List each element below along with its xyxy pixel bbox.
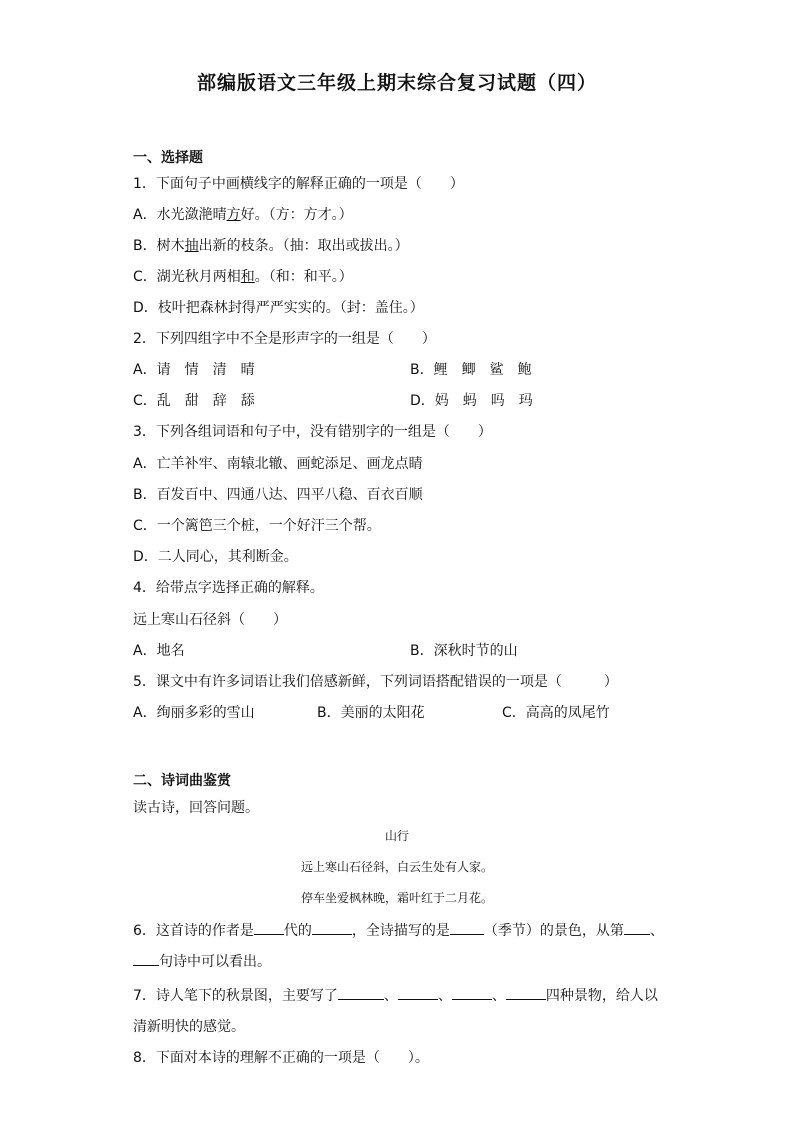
q2-option-d: D．妈 蚂 吗 玛 (410, 393, 533, 409)
q7-blank-2[interactable] (398, 987, 438, 1000)
poem-intro: 读古诗，回答问题。 (133, 800, 259, 816)
q2-option-c: C．乱 甜 辞 舔 (133, 393, 255, 409)
poem-line-2: 停车坐爱枫林晚，霜叶红于二月花。 (300, 891, 493, 905)
q6-blank-author[interactable] (254, 922, 284, 935)
q1-option-d: D．枝叶把森林封得严严实实的。（封：盖住。） (133, 300, 424, 316)
q7-line-2: 清新明快的感觉。 (133, 1019, 245, 1035)
q6-blank-line-a[interactable] (624, 922, 650, 935)
section-heading-poetry: 二、诗词曲鉴赏 (133, 773, 231, 789)
q4-stem: 4．给带点字选择正确的解释。 (133, 580, 324, 596)
q3-stem: 3．下列各组词语和句子中，没有错别字的一组是（ ） (133, 424, 492, 440)
q1-stem: 1．下面句子中画横线字的解释正确的一项是（ ） (133, 176, 464, 192)
q1-option-a: A．水光潋滟晴方好。（方：方才。） (133, 207, 353, 223)
q3-option-b: B．百发百中、四通八达、四平八稳、百衣百顺 (133, 487, 423, 503)
poem-title: 山行 (384, 829, 409, 843)
q1-option-b: B．树木抽出新的枝条。（抽：取出或拔出。） (133, 238, 409, 254)
q7-line-1: 7．诗人笔下的秋景图，主要写了 、 、 、 四种景物，给人以 (133, 988, 658, 1004)
q5-option-c: C．高高的凤尾竹 (502, 705, 610, 721)
q1-option-c: C．湖光秋月两相和。（和：和平。） (133, 269, 353, 285)
q7-blank-3[interactable] (452, 987, 492, 1000)
q3-option-c: C．一个篱笆三个桩，一个好汗三个帮。 (133, 518, 381, 534)
q6-line-2: 句诗中可以看出。 (133, 951, 271, 971)
q7-blank-4[interactable] (506, 987, 546, 1000)
q4-option-a: A．地名 (133, 643, 185, 659)
q8-stem: 8．下面对本诗的理解不正确的一项是（ ）。 (133, 1050, 429, 1066)
q2-stem: 2．下列四组字中不全是形声字的一组是（ ） (133, 331, 436, 347)
q5-stem: 5．课文中有许多词语让我们倍感新鲜，下列词语搭配错误的一项是（ ） (133, 674, 618, 690)
q4-sentence: 远上寒山石径斜（ ） (133, 612, 287, 628)
q6-blank-line-b[interactable] (133, 953, 159, 966)
q7-blank-1[interactable] (338, 987, 384, 1000)
q6-blank-dynasty-poet[interactable] (312, 922, 352, 935)
q2-option-b: B．鲤 鲫 鲨 鲍 (410, 362, 532, 378)
page-title: 部编版语文三年级上期末综合复习试题（四） (196, 72, 597, 94)
q2-option-a: A．请 情 清 晴 (133, 362, 255, 378)
q5-option-a: A．绚丽多彩的雪山 (133, 705, 255, 721)
q4-option-b: B．深秋时节的山 (410, 643, 518, 659)
poem-line-1: 远上寒山石径斜，白云生处有人家。 (300, 860, 493, 874)
q6-line-1: 6．这首诗的作者是 代的 ，全诗描写的是 （季节）的景色，从第 、 (133, 923, 664, 939)
q3-option-d: D．二人同心，其利断金。 (133, 549, 298, 565)
section-heading-choice: 一、选择题 (133, 150, 203, 166)
q6-blank-season[interactable] (450, 922, 484, 935)
q5-option-b: B．美丽的太阳花 (317, 705, 425, 721)
q3-option-a: A．亡羊补牢、南辕北辙、画蛇添足、画龙点睛 (133, 456, 423, 472)
